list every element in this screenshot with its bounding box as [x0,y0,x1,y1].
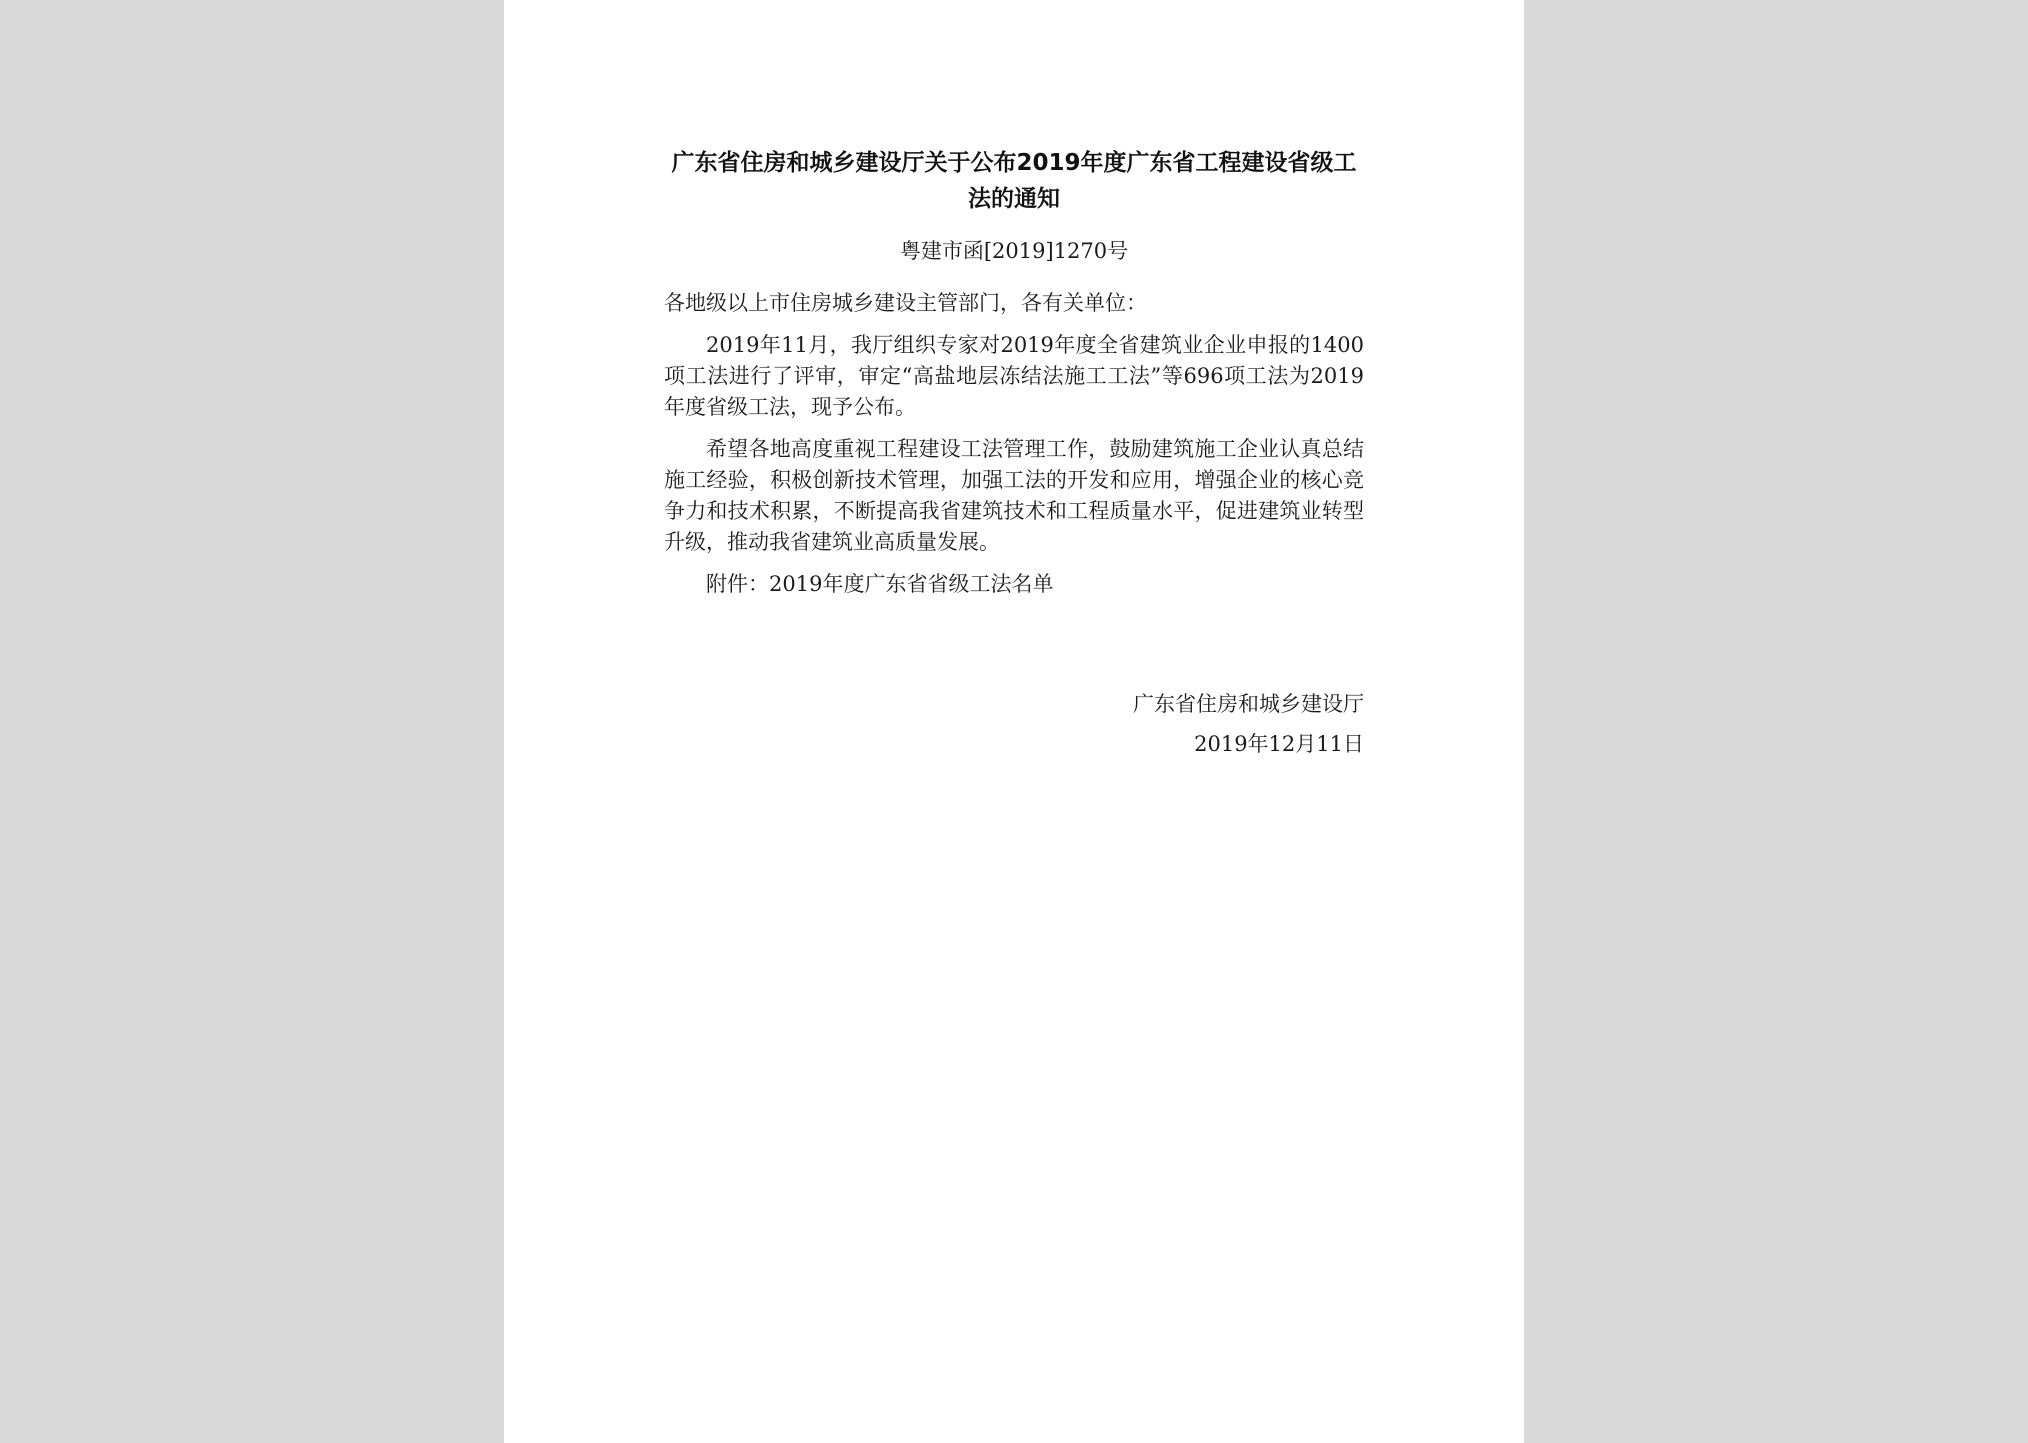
attachment-line: 附件：2019年度广东省省级工法名单 [706,572,1054,596]
document-number: 粤建市函[2019]1270号 [899,239,1129,263]
document-body [664,288,1364,611]
salutation: 各地级以上市住房城乡建设主管部门，各有关单位： [664,291,1147,315]
document-title: 广东省住房和城乡建设厅关于公布2019年度广东省工程建设省级工法的通知 [671,150,1357,212]
document-page [504,0,1524,1443]
issue-date: 2019年12月11日 [1194,732,1364,756]
paragraph-2: 希望各地高度重视工程建设工法管理工作，鼓励建筑施工企业认真总结施工经验，积极创新技术管理，加强工法的开发和应用，增强企业的核心竞争力和技术积累，不断提高我省建筑技术和工程质量水平，促进建筑业转型升级，推动我省建筑业高质量发展。 [664,437,1364,554]
paragraph-1: 2019年11月，我厅组织专家对2019年度全省建筑业企业申报的1400项工法进行了评审，审定“高盐地层冻结法施工工法”等696项工法为2019年度省级工法，现予公布。 [664,333,1364,419]
signature-block [1004,684,1364,764]
issuer: 广东省住房和城乡建设厅 [1133,692,1364,716]
